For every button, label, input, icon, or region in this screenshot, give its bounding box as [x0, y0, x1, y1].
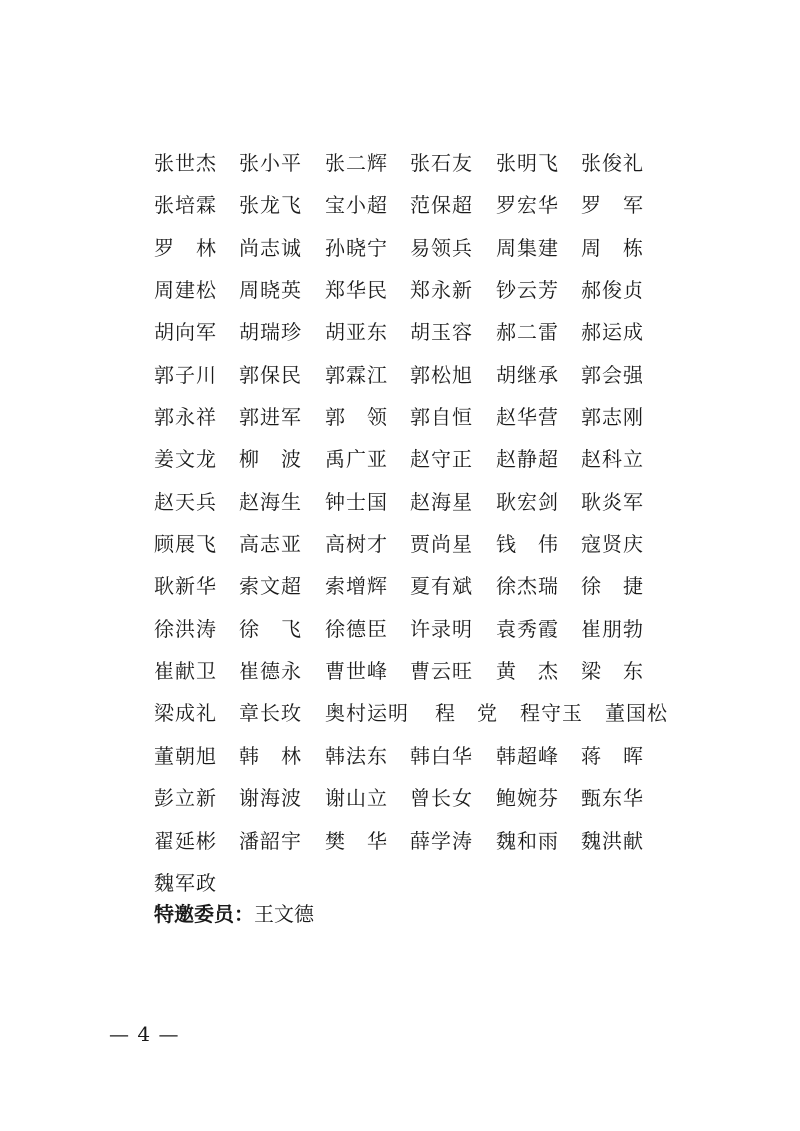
name-row — [154, 396, 694, 438]
member-name: 张世杰 — [154, 151, 217, 175]
member-name-list — [154, 142, 694, 904]
member-name: 徐洪涛 — [154, 616, 217, 641]
member-name: 胡向军 — [154, 320, 217, 345]
member-name: 谢海波 — [239, 786, 302, 811]
member-name: 薛学涛 — [410, 828, 473, 853]
name-row — [154, 481, 694, 523]
member-name: 周晓英 — [239, 278, 302, 303]
member-name: 赵华营 — [496, 405, 559, 430]
member-name: 索增辉 — [325, 574, 388, 599]
invited-label: 特邀委员： — [154, 902, 254, 926]
member-name: 袁秀霞 — [496, 616, 559, 641]
member-name: 黄 杰 — [496, 659, 559, 684]
member-name: 周建松 — [154, 278, 217, 303]
member-name: 郝二雷 — [496, 320, 559, 345]
member-name: 梁成礼 — [154, 701, 217, 726]
member-name: 范保超 — [410, 193, 473, 218]
member-name: 罗宏华 — [496, 193, 559, 218]
member-name: 钟士国 — [325, 489, 388, 514]
member-name: 高树才 — [325, 532, 388, 557]
member-name: 耿新华 — [154, 574, 217, 599]
member-name: 郭会强 — [581, 362, 644, 387]
member-name: 胡玉容 — [410, 320, 473, 345]
member-name: 胡瑞珍 — [239, 320, 302, 345]
name-row — [154, 142, 694, 184]
member-name: 魏军政 — [154, 870, 217, 895]
member-name: 韩白华 — [410, 743, 473, 768]
member-name: 谢山立 — [325, 786, 388, 811]
member-name: 郭霖江 — [325, 362, 388, 387]
member-name: 赵守正 — [410, 447, 473, 472]
member-name: 赵海星 — [410, 489, 473, 514]
member-name: 甄东华 — [581, 786, 644, 811]
member-name: 张明飞 — [496, 151, 559, 175]
member-name: 章长玫 — [239, 701, 302, 726]
member-name: 郭子川 — [154, 362, 217, 387]
member-name: 崔朋勃 — [581, 616, 644, 641]
name-row — [154, 354, 694, 396]
member-name: 周 栋 — [581, 235, 644, 260]
name-row — [154, 184, 694, 226]
name-row — [154, 820, 694, 862]
member-name: 钱 伟 — [496, 532, 559, 557]
member-name: 禹广亚 — [325, 447, 388, 472]
member-name: 胡继承 — [496, 362, 559, 387]
member-name: 赵科立 — [581, 447, 644, 472]
member-name: 张石友 — [410, 151, 473, 175]
member-name: 徐杰瑞 — [496, 574, 559, 599]
member-name: 魏洪献 — [581, 828, 644, 853]
member-name: 徐德臣 — [325, 616, 388, 641]
name-row — [154, 735, 694, 777]
name-row — [154, 311, 694, 353]
page-number: — 4 — — [109, 1022, 180, 1046]
invited-name: 王文德 — [254, 902, 314, 926]
name-row — [154, 523, 694, 565]
member-name: 郭 领 — [325, 405, 388, 430]
member-name: 郑永新 — [410, 278, 473, 303]
name-row — [154, 650, 694, 692]
member-name: 顾展飞 — [154, 532, 217, 557]
member-name: 郭志刚 — [581, 405, 644, 430]
member-name: 蒋 晖 — [581, 743, 644, 768]
member-name: 张小平 — [239, 151, 302, 175]
member-name: 樊 华 — [325, 828, 388, 853]
member-name: 鲍婉芬 — [496, 786, 559, 811]
member-name: 张龙飞 — [239, 193, 302, 218]
member-name: 柳 波 — [239, 447, 302, 472]
member-name: 徐 捷 — [581, 574, 644, 599]
member-name: 宝小超 — [325, 193, 388, 218]
member-name: 翟延彬 — [154, 828, 217, 853]
member-name: 董国松 — [605, 701, 668, 726]
member-name: 索文超 — [239, 574, 302, 599]
member-name: 郭松旭 — [410, 362, 473, 387]
member-name: 张二辉 — [325, 151, 388, 175]
member-name: 尚志诚 — [239, 235, 302, 260]
member-name: 姜文龙 — [154, 447, 217, 472]
name-row — [154, 692, 694, 734]
name-row — [154, 227, 694, 269]
member-name: 贾尚星 — [410, 532, 473, 557]
member-name: 钞云芳 — [496, 278, 559, 303]
member-name: 许录明 — [410, 616, 473, 641]
member-name: 郭自恒 — [410, 405, 473, 430]
member-name: 奥村运明 — [325, 701, 409, 726]
member-name: 郭保民 — [239, 362, 302, 387]
member-name: 韩 林 — [239, 743, 302, 768]
member-name: 胡亚东 — [325, 320, 388, 345]
member-name: 郝俊贞 — [581, 278, 644, 303]
member-name: 孙晓宁 — [325, 235, 388, 260]
member-name: 耿炎军 — [581, 489, 644, 514]
special-invited-members — [154, 894, 314, 934]
member-name: 曾长女 — [410, 786, 473, 811]
member-name: 赵静超 — [496, 447, 559, 472]
member-name: 周集建 — [496, 235, 559, 260]
member-name: 曹云旺 — [410, 659, 473, 684]
member-name: 崔献卫 — [154, 659, 217, 684]
member-name: 张培霖 — [154, 193, 217, 218]
member-name: 韩法东 — [325, 743, 388, 768]
member-name: 徐 飞 — [239, 616, 302, 641]
member-name: 罗 林 — [154, 235, 217, 260]
member-name: 张俊礼 — [581, 151, 644, 175]
member-name: 易领兵 — [410, 235, 473, 260]
member-name: 曹世峰 — [325, 659, 388, 684]
member-name: 郭永祥 — [154, 405, 217, 430]
member-name: 耿宏剑 — [496, 489, 559, 514]
member-name: 罗 军 — [581, 193, 644, 218]
member-name: 彭立新 — [154, 786, 217, 811]
member-name: 崔德永 — [239, 659, 302, 684]
name-row — [154, 438, 694, 480]
member-name: 寇贤庆 — [581, 532, 644, 557]
member-name: 赵天兵 — [154, 489, 217, 514]
name-row — [154, 608, 694, 650]
member-name: 程 党 — [435, 701, 498, 726]
member-name: 高志亚 — [239, 532, 302, 557]
member-name: 夏有斌 — [410, 574, 473, 599]
member-name: 郝运成 — [581, 320, 644, 345]
member-name: 董朝旭 — [154, 743, 217, 768]
name-row — [154, 777, 694, 819]
member-name: 潘韶宇 — [239, 828, 302, 853]
name-row — [154, 269, 694, 311]
member-name: 郑华民 — [325, 278, 388, 303]
member-name: 郭进军 — [239, 405, 302, 430]
member-name: 程守玉 — [520, 701, 583, 726]
name-row — [154, 565, 694, 607]
member-name: 梁 东 — [581, 659, 644, 684]
member-name: 赵海生 — [239, 489, 302, 514]
member-name: 魏和雨 — [496, 828, 559, 853]
member-name: 韩超峰 — [496, 743, 559, 768]
